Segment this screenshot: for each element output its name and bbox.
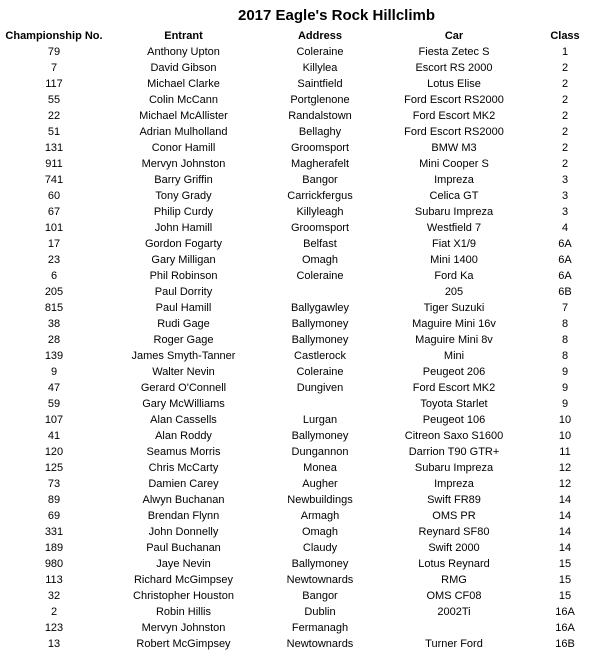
cell-class: 15 (558, 574, 572, 586)
table-row (0, 124, 603, 140)
cell-address: Dublin (304, 606, 336, 618)
table-row (0, 556, 603, 572)
cell-class: 3 (561, 174, 569, 186)
cell-car: Mini Cooper S (419, 158, 489, 170)
cell-class: 2 (561, 126, 569, 138)
cell-car: Maguire Mini 8v (415, 334, 493, 346)
cell-entrant: Mervyn Johnston (141, 158, 226, 170)
table-row (0, 540, 603, 556)
cell-championship-no: 120 (44, 446, 64, 458)
cell-championship-no: 189 (44, 542, 64, 554)
cell-class: 4 (561, 222, 569, 234)
table-row (0, 380, 603, 396)
cell-championship-no: 125 (44, 462, 64, 474)
table-row (0, 348, 603, 364)
cell-car: Fiat X1/9 (431, 238, 477, 250)
cell-car: Ford Escort RS2000 (404, 94, 504, 106)
cell-car: Fiesta Zetec S (418, 46, 490, 58)
cell-class: 14 (558, 510, 572, 522)
cell-address: Monea (303, 462, 337, 474)
cell-entrant: James Smyth-Tanner (131, 350, 236, 362)
cell-address: Claudy (302, 542, 338, 554)
cell-address: Dungannon (291, 446, 349, 458)
cell-car: Mini (443, 350, 465, 362)
header-entrant: Entrant (164, 30, 203, 42)
cell-class: 14 (558, 542, 572, 554)
cell-class: 2 (561, 62, 569, 74)
cell-car: 2002Ti (437, 606, 471, 618)
cell-class: 1 (561, 46, 569, 58)
cell-car: Peugeot 106 (422, 414, 486, 426)
cell-championship-no: 331 (44, 526, 64, 538)
cell-championship-no: 89 (47, 494, 61, 506)
cell-class: 2 (561, 142, 569, 154)
cell-address: Magherafelt (290, 158, 350, 170)
cell-entrant: John Donnelly (148, 526, 219, 538)
cell-entrant: Michael McAllister (139, 110, 228, 122)
cell-class: 12 (558, 478, 572, 490)
table-row (0, 588, 603, 604)
cell-championship-no: 38 (47, 318, 61, 330)
cell-championship-no: 59 (47, 398, 61, 410)
cell-class: 16A (555, 622, 575, 634)
cell-car: Ford Escort MK2 (412, 110, 496, 122)
cell-address: Killyleagh (296, 206, 344, 218)
cell-address: Bangor (302, 590, 338, 602)
cell-entrant: Gordon Fogarty (144, 238, 223, 250)
cell-class: 2 (561, 110, 569, 122)
cell-address: Bangor (302, 174, 338, 186)
table-row (0, 156, 603, 172)
cell-entrant: Jaye Nevin (156, 558, 211, 570)
cell-class: 10 (558, 430, 572, 442)
cell-class: 6A (558, 238, 572, 250)
cell-championship-no: 741 (44, 174, 64, 186)
cell-car: RMG (441, 574, 467, 586)
table-row (0, 524, 603, 540)
cell-entrant: Phil Robinson (149, 270, 218, 282)
cell-car: Escort RS 2000 (415, 62, 493, 74)
table-row (0, 204, 603, 220)
cell-address: Coleraine (296, 366, 344, 378)
cell-entrant: Michael Clarke (147, 78, 220, 90)
cell-entrant: Alan Roddy (155, 430, 212, 442)
table-row (0, 620, 603, 636)
cell-championship-no: 101 (44, 222, 64, 234)
cell-class: 2 (561, 94, 569, 106)
cell-entrant: Roger Gage (153, 334, 214, 346)
cell-class: 2 (561, 158, 569, 170)
cell-entrant: Gary Milligan (151, 254, 216, 266)
cell-address: Fermanagh (291, 622, 349, 634)
cell-address: Ballymoney (291, 334, 349, 346)
table-row (0, 636, 603, 652)
table-row (0, 332, 603, 348)
cell-entrant: John Hamill (154, 222, 213, 234)
cell-entrant: Conor Hamill (151, 142, 216, 154)
cell-car: Turner Ford (425, 638, 483, 650)
cell-championship-no: 2 (50, 606, 58, 618)
cell-class: 8 (561, 334, 569, 346)
table-row (0, 444, 603, 460)
cell-entrant: Paul Buchanan (146, 542, 221, 554)
cell-address: Newtownards (286, 638, 354, 650)
cell-address: Coleraine (296, 46, 344, 58)
cell-entrant: Gerard O'Connell (140, 382, 227, 394)
cell-championship-no: 73 (47, 478, 61, 490)
table-row (0, 140, 603, 156)
cell-class: 2 (561, 78, 569, 90)
table-row (0, 476, 603, 492)
cell-address: Randalstown (288, 110, 352, 122)
cell-championship-no: 6 (50, 270, 58, 282)
header-championship-no: Championship No. (5, 30, 103, 42)
cell-championship-no: 7 (50, 62, 58, 74)
table-row (0, 300, 603, 316)
cell-car: Tiger Suzuki (423, 302, 485, 314)
table-row (0, 396, 603, 412)
cell-car: Darrion T90 GTR+ (408, 446, 500, 458)
table-row (0, 76, 603, 92)
cell-address: Ballygawley (290, 302, 350, 314)
cell-championship-no: 113 (45, 574, 63, 586)
cell-class: 15 (558, 590, 572, 602)
cell-class: 3 (561, 190, 569, 202)
cell-address: Omagh (301, 526, 339, 538)
cell-entrant: Rudi Gage (157, 318, 210, 330)
cell-entrant: Mervyn Johnston (141, 622, 226, 634)
table-row (0, 364, 603, 380)
cell-entrant: Richard McGimpsey (133, 574, 234, 586)
cell-car: Subaru Impreza (414, 206, 494, 218)
cell-car: Impreza (434, 478, 474, 490)
cell-championship-no: 51 (47, 126, 61, 138)
cell-entrant: Paul Hamill (155, 302, 212, 314)
cell-address: Lurgan (302, 414, 338, 426)
table-row (0, 108, 603, 124)
cell-car: Citreon Saxo S1600 (404, 430, 504, 442)
cell-address: Carrickfergus (287, 190, 353, 202)
cell-class: 6A (558, 270, 572, 282)
cell-car: OMS CF08 (426, 590, 482, 602)
table-row (0, 60, 603, 76)
cell-championship-no: 22 (47, 110, 61, 122)
cell-championship-no: 205 (44, 286, 64, 298)
cell-car: Peugeot 206 (422, 366, 486, 378)
cell-championship-no: 28 (47, 334, 61, 346)
cell-championship-no: 911 (45, 158, 63, 170)
cell-address: Omagh (301, 254, 339, 266)
cell-championship-no: 67 (47, 206, 61, 218)
table-header-row (0, 28, 603, 44)
table-row (0, 572, 603, 588)
cell-championship-no: 139 (44, 350, 64, 362)
cell-entrant: Colin McCann (148, 94, 219, 106)
cell-car: Subaru Impreza (414, 462, 494, 474)
cell-championship-no: 815 (44, 302, 64, 314)
cell-car (381, 620, 527, 636)
cell-address (259, 396, 381, 412)
table-row (0, 412, 603, 428)
cell-car: Lotus Elise (427, 78, 481, 90)
cell-entrant: Gary McWilliams (142, 398, 225, 410)
header-car: Car (444, 30, 464, 42)
cell-entrant: Brendan Flynn (147, 510, 220, 522)
table-row (0, 252, 603, 268)
cell-class: 6A (558, 254, 572, 266)
cell-championship-no: 980 (44, 558, 64, 570)
cell-entrant: Robin Hillis (155, 606, 212, 618)
cell-car: Lotus Reynard (418, 558, 490, 570)
cell-championship-no: 69 (47, 510, 61, 522)
cell-championship-no: 123 (44, 622, 64, 634)
cell-car: Swift FR89 (427, 494, 481, 506)
table-row (0, 188, 603, 204)
table-row (0, 604, 603, 620)
cell-car: 205 (444, 286, 464, 298)
cell-entrant: Paul Dorrity (154, 286, 213, 298)
cell-entrant: David Gibson (150, 62, 217, 74)
cell-entrant: Alwyn Buchanan (142, 494, 225, 506)
cell-class: 9 (561, 398, 569, 410)
cell-car: Maguire Mini 16v (412, 318, 496, 330)
cell-address: Castlerock (294, 350, 346, 362)
cell-class: 7 (561, 302, 569, 314)
cell-class: 14 (558, 494, 572, 506)
cell-championship-no: 17 (47, 238, 61, 250)
table-row (0, 92, 603, 108)
cell-address: Newtownards (286, 574, 354, 586)
header-class: Class (550, 30, 580, 42)
cell-car: Swift 2000 (428, 542, 480, 554)
cell-address (259, 284, 381, 300)
table-body (0, 44, 603, 652)
cell-championship-no: 23 (47, 254, 61, 266)
cell-car: OMS PR (432, 510, 476, 522)
header-address: Address (297, 30, 343, 42)
cell-championship-no: 131 (44, 142, 64, 154)
cell-address: Ballymoney (291, 318, 349, 330)
cell-car: BMW M3 (431, 142, 477, 154)
cell-entrant: Philip Curdy (153, 206, 214, 218)
cell-address: Newbuildings (287, 494, 353, 506)
table-row (0, 236, 603, 252)
page-title: 2017 Eagle's Rock Hillclimb (238, 7, 435, 24)
cell-championship-no: 60 (47, 190, 61, 202)
table-row (0, 268, 603, 284)
entry-list-table (0, 28, 603, 652)
cell-entrant: Damien Carey (148, 478, 219, 490)
cell-entrant: Adrian Mulholland (139, 126, 228, 138)
table-row (0, 220, 603, 236)
table-row (0, 508, 603, 524)
cell-address: Dungiven (296, 382, 344, 394)
table-row (0, 460, 603, 476)
table-row (0, 428, 603, 444)
cell-championship-no: 13 (47, 638, 61, 650)
table-row (0, 316, 603, 332)
cell-entrant: Anthony Upton (147, 46, 220, 58)
cell-address: Augher (302, 478, 338, 490)
cell-class: 9 (561, 382, 569, 394)
cell-address: Belfast (303, 238, 337, 250)
cell-entrant: Robert McGimpsey (136, 638, 231, 650)
cell-class: 11 (559, 446, 571, 458)
cell-address: Ballymoney (291, 558, 349, 570)
table-row (0, 284, 603, 300)
cell-class: 16A (555, 606, 575, 618)
cell-address: Bellaghy (298, 126, 342, 138)
cell-entrant: Barry Griffin (154, 174, 213, 186)
cell-class: 12 (558, 462, 572, 474)
cell-address: Armagh (300, 510, 340, 522)
cell-address: Saintfield (297, 78, 343, 90)
cell-car: Ford Ka (434, 270, 474, 282)
cell-address: Coleraine (296, 270, 344, 282)
cell-class: 16B (555, 638, 575, 650)
cell-car: Ford Escort MK2 (412, 382, 496, 394)
cell-entrant: Alan Cassells (150, 414, 217, 426)
cell-address: Killylea (302, 62, 338, 74)
cell-car: Celica GT (429, 190, 479, 202)
cell-car: Westfield 7 (426, 222, 482, 234)
cell-class: 8 (561, 350, 569, 362)
cell-address: Ballymoney (291, 430, 349, 442)
cell-class: 3 (561, 206, 569, 218)
cell-car: Mini 1400 (430, 254, 478, 266)
cell-championship-no: 117 (45, 78, 63, 90)
table-row (0, 44, 603, 60)
cell-class: 8 (561, 318, 569, 330)
table-row (0, 492, 603, 508)
cell-championship-no: 79 (47, 46, 61, 58)
cell-championship-no: 47 (47, 382, 61, 394)
cell-championship-no: 107 (44, 414, 64, 426)
cell-class: 6B (558, 286, 572, 298)
cell-class: 10 (558, 414, 572, 426)
cell-entrant: Tony Grady (155, 190, 212, 202)
cell-entrant: Christopher Houston (133, 590, 234, 602)
cell-address: Groomsport (290, 142, 350, 154)
cell-car: Impreza (434, 174, 474, 186)
cell-car: Reynard SF80 (418, 526, 490, 538)
cell-class: 15 (558, 558, 572, 570)
cell-class: 9 (561, 366, 569, 378)
cell-entrant: Chris McCarty (148, 462, 219, 474)
cell-address: Portglenone (290, 94, 350, 106)
cell-championship-no: 32 (47, 590, 61, 602)
cell-championship-no: 41 (47, 430, 61, 442)
cell-class: 14 (558, 526, 572, 538)
cell-entrant: Seamus Morris (146, 446, 221, 458)
table-row (0, 172, 603, 188)
cell-championship-no: 9 (50, 366, 58, 378)
cell-championship-no: 55 (47, 94, 61, 106)
cell-car: Toyota Starlet (420, 398, 488, 410)
cell-entrant: Walter Nevin (152, 366, 215, 378)
cell-address: Groomsport (290, 222, 350, 234)
cell-car: Ford Escort RS2000 (404, 126, 504, 138)
